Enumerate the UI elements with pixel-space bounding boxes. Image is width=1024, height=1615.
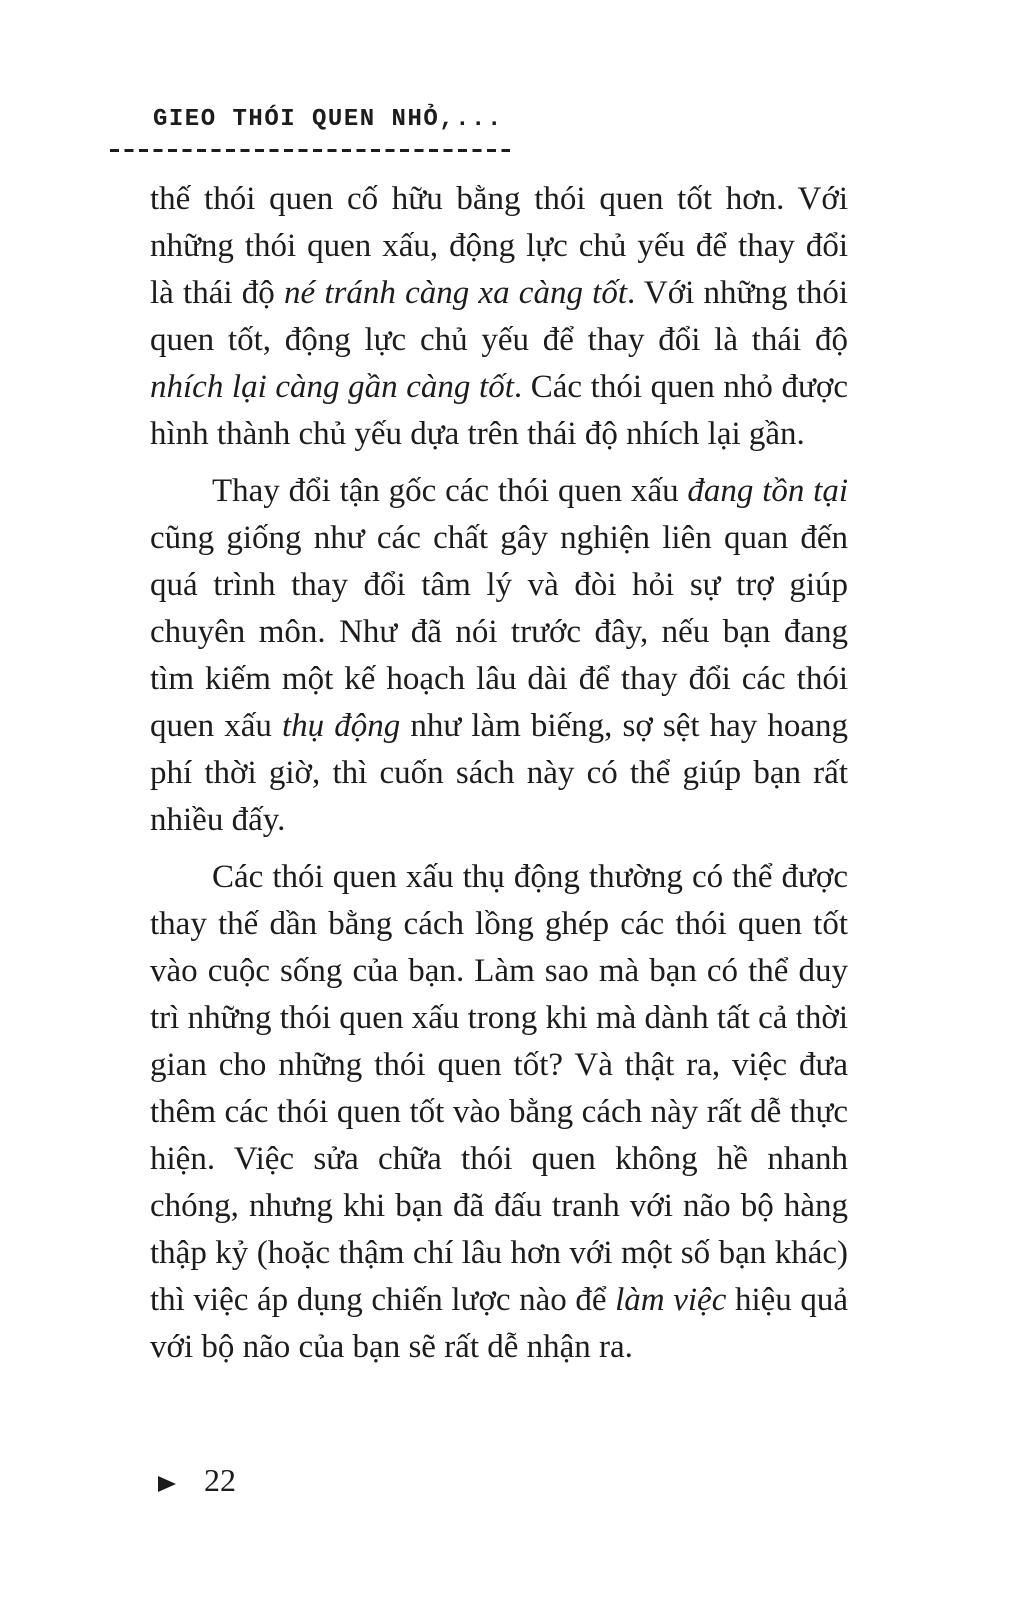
right-triangle-icon [158,1476,176,1492]
text-run: hiệu quả với bộ não của bạn sẽ rất dễ nhận ra. [150,1282,849,1365]
header-dashed-rule [110,149,510,152]
page-number: 22 [204,1462,236,1498]
text-run: Các thói quen xấu thụ động thường có thể được thay thế dần bằng cách lồng ghép các thói quen tốt vào cuộc sống của bạn. Làm sao mà bạn có thể duy trì những thói quen xấu trong khi mà dành tất cả thời gian cho những thói quen tốt? Và thật ra, việc đưa thêm các thói quen tốt vào bằng cách này rất dễ thực hiện. Việc sửa chữa thói quen không hề nhanh chóng, nhưng khi bạn đã đấu tranh với não bộ hàng thập kỷ (hoặc thậm chí lâu hơn với một số bạn khác) thì việc áp dụng chiến lược nào để [150,859,848,1318]
paragraph [150,854,848,1371]
text-run: . Các thói quen nhỏ được hình thành chủ yếu dựa trên thái độ nhích lại gần. [150,369,848,452]
running-header-title: GIEO THÓI QUEN NHỎ,... [153,106,503,133]
paragraph [150,176,848,458]
page-footer [158,1462,236,1499]
italic-text-run: nhích lại càng gần càng tốt [150,369,514,405]
text-run: Thay đổi tận gốc các thói quen xấu [212,473,688,509]
paragraph [150,468,848,844]
text-run: như làm biếng, sợ sệt hay hoang phí thời giờ, thì cuốn sách này có thể giúp bạn rất nhiều đấy. [150,708,849,838]
italic-text-run: thụ động [281,708,401,744]
text-run: thế thói quen cố hữu bằng thói quen tốt hơn. Với những thói quen xấu, động lực chủ yếu để thay đổi là thái độ [150,181,848,311]
italic-text-run: đang tồn tại [687,473,848,509]
body-paragraphs [150,176,848,1371]
italic-text-run: làm việc [615,1282,727,1318]
italic-text-run: né tránh càng xa càng tốt [283,275,628,311]
text-run: cũng giống như các chất gây nghiện liên quan đến quá trình thay đổi tâm lý và đòi hỏi sự trợ giúp chuyên môn. Như đã nói trước đây, nếu bạn đang tìm kiếm một kế hoạch lâu dài để thay đổi các thói quen xấu [150,520,848,744]
text-run: . Với những thói quen tốt, động lực chủ yếu để thay đổi là thái độ [150,275,849,358]
